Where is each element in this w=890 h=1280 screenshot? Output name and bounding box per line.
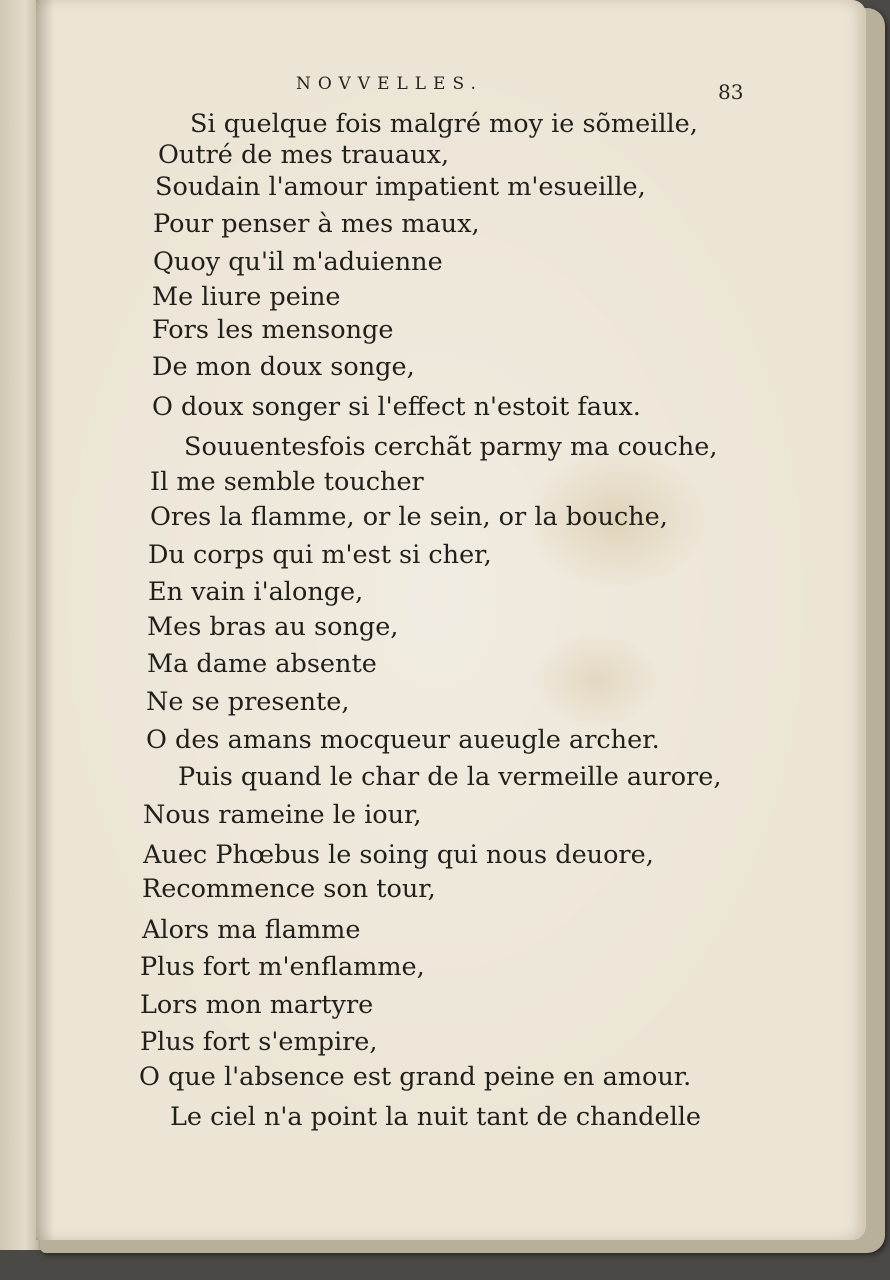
verse-line: De mon doux songe, [152, 352, 415, 382]
verse-line: Recommence son tour, [142, 874, 436, 904]
verse-line: Soudain l'amour impatient m'esueille, [155, 172, 646, 202]
verse-line: Plus fort m'enflamme, [140, 952, 425, 982]
verse-line: Mes bras au songe, [147, 612, 399, 642]
verse-line: O doux songer si l'effect n'estoit faux. [152, 392, 641, 422]
verse-line: Lors mon martyre [140, 990, 374, 1020]
verse-line: Ores la flamme, or le sein, or la bouche, [150, 502, 668, 532]
verse-line: Me liure peine [152, 282, 341, 312]
verse-line: Le ciel n'a point la nuit tant de chandelle [170, 1102, 701, 1132]
verse-line: O des amans mocqueur aueugle archer. [146, 725, 660, 755]
verse-line: Plus fort s'empire, [140, 1027, 378, 1057]
verse-line: En vain i'alonge, [148, 577, 364, 607]
verse-line: Ne se presente, [146, 687, 350, 717]
gutter-shadow [36, 0, 54, 1240]
verse-line: O que l'absence est grand peine en amour. [139, 1062, 692, 1092]
verse-line: Souuentesfois cerchãt parmy ma couche, [184, 432, 718, 462]
page-number: 83 [718, 80, 744, 104]
verse-line: Nous rameine le iour, [143, 800, 422, 830]
verse-line: Outré de mes trauaux, [158, 140, 450, 170]
verse-line: Du corps qui m'est si cher, [148, 540, 492, 570]
verse-line: Ma dame absente [147, 649, 377, 679]
verse-line: Puis quand le char de la vermeille aurore, [178, 762, 722, 792]
verse-line: Il me semble toucher [150, 467, 424, 497]
running-title: NOVVELLES. [296, 74, 483, 94]
verse-line: Si quelque fois malgré moy ie sõmeille, [190, 109, 698, 139]
verse-line: Quoy qu'il m'aduienne [153, 247, 443, 277]
verse-line: Pour penser à mes maux, [153, 209, 480, 239]
verse-line: Alors ma flamme [142, 915, 361, 945]
verse-line: Auec Phœbus le soing qui nous deuore, [143, 840, 654, 870]
verse-line: Fors les mensonge [152, 315, 394, 345]
